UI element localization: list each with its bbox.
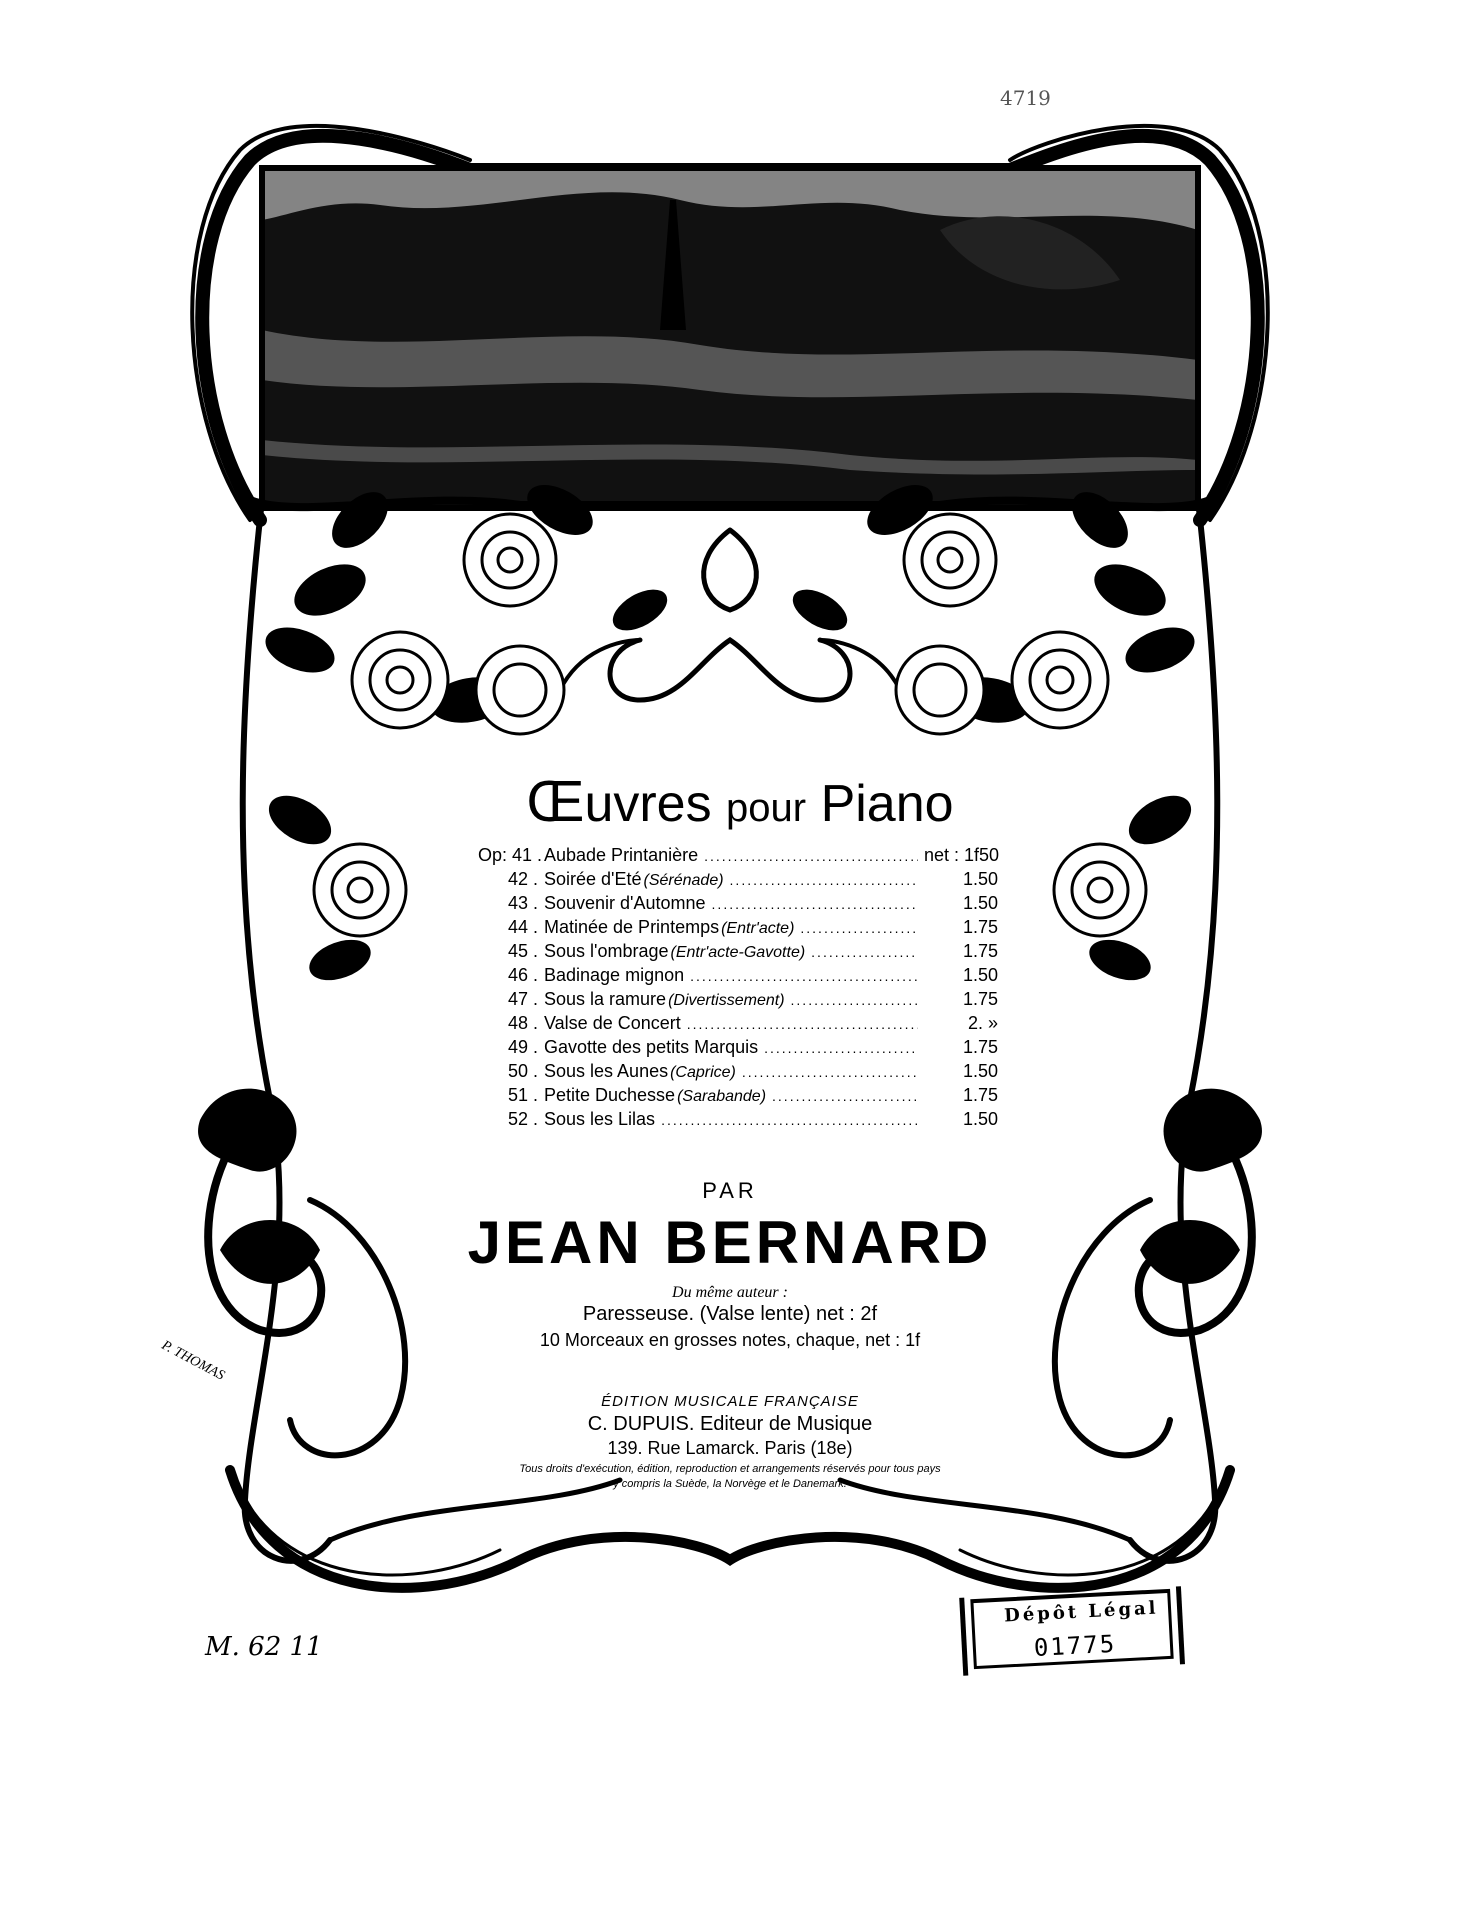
work-title: Sous la ramure <box>544 989 667 1009</box>
illustrator-signature: P. THOMAS <box>158 1338 227 1384</box>
work-subtitle: (Sérénade) <box>643 872 724 889</box>
work-title: Gavotte des petits Marquis <box>544 1037 759 1057</box>
work-title: Souvenir d'Automne <box>544 893 706 913</box>
leader-dots <box>704 844 918 868</box>
work-opus: 51 . <box>507 1085 538 1105</box>
other-work-1: Paresseuse. (Valse lente) net : 2f <box>582 1303 878 1325</box>
work-title: Valse de Concert <box>544 1013 681 1033</box>
work-opus: 45 . <box>507 941 538 961</box>
work-opus: 52 . <box>507 1109 538 1129</box>
work-row <box>478 1035 998 1059</box>
work-title: Matinée de Printemps <box>544 917 720 937</box>
leader-dots <box>712 892 918 916</box>
work-opus: 49 . <box>507 1037 538 1057</box>
leader-dots <box>764 1036 918 1060</box>
work-subtitle: (Entr'acte-Gavotte) <box>670 944 806 961</box>
work-opus: 46 . <box>507 965 538 985</box>
work-row <box>478 891 998 915</box>
rights-line-1: Tous droits d'exécution, édition, reproduction et arrangements réservés pour tous pays <box>519 1463 941 1475</box>
same-author-label: Du même auteur : <box>672 1284 788 1301</box>
work-title: Aubade Printanière <box>544 845 699 865</box>
work-price: 1.75 <box>962 917 998 937</box>
work-opus: 42 . <box>507 869 538 889</box>
work-row <box>478 1011 998 1035</box>
title-ligature: Œ <box>526 769 585 834</box>
publisher-name: C. DUPUIS. Editeur de Musique <box>587 1413 873 1435</box>
leader-dots <box>730 868 918 892</box>
work-subtitle: (Sarabande) <box>677 1088 767 1105</box>
leader-dots <box>742 1060 918 1084</box>
archive-mark: 4719 <box>1000 86 1051 110</box>
work-title: Sous l'ombrage <box>544 941 669 961</box>
page-title <box>440 768 1040 835</box>
work-row <box>478 987 998 1011</box>
work-opus: 44 . <box>507 917 538 937</box>
work-title: Sous les Lilas <box>544 1109 656 1129</box>
work-title: Badinage mignon <box>544 965 685 985</box>
leader-dots <box>661 1108 918 1132</box>
work-row <box>478 867 998 891</box>
rights-line-2: y compris la Suède, la Norvège et le Danemark. <box>613 1478 847 1490</box>
other-work-2: 10 Morceaux en grosses notes, chaque, net : 1f <box>539 1330 921 1350</box>
work-price: net : 1f50 <box>924 845 1000 865</box>
work-opus: 47 . <box>507 989 538 1009</box>
work-row <box>478 1059 998 1083</box>
title-instrument: Piano <box>820 775 954 833</box>
par-label: PAR <box>702 1178 758 1203</box>
leader-dots <box>811 940 918 964</box>
work-price: 1.50 <box>962 893 998 913</box>
work-title: Sous les Aunes <box>544 1061 669 1081</box>
work-price: 1.50 <box>962 1061 998 1081</box>
work-row <box>478 915 998 939</box>
leader-dots <box>791 988 918 1012</box>
work-price: 2. » <box>967 1013 998 1033</box>
call-number: M. 62 11 <box>205 1632 323 1662</box>
work-subtitle: (Divertissement) <box>668 992 785 1009</box>
leader-dots <box>687 1012 918 1036</box>
work-opus: 43 . <box>507 893 538 913</box>
work-price: 1.75 <box>962 941 998 961</box>
work-price: 1.75 <box>962 1037 998 1057</box>
work-price: 1.75 <box>962 989 998 1009</box>
work-subtitle: (Entr'acte) <box>721 920 795 937</box>
work-subtitle: (Caprice) <box>670 1064 736 1081</box>
work-title: Petite Duchesse <box>544 1085 676 1105</box>
stamp-line-1: Dépôt Légal <box>1003 1597 1160 1627</box>
work-opus: 48 . <box>507 1013 538 1033</box>
work-row <box>478 963 998 987</box>
legal-deposit-stamp <box>970 1589 1173 1669</box>
work-row <box>478 1083 998 1107</box>
leader-dots <box>772 1084 918 1108</box>
leader-dots <box>690 964 918 988</box>
work-price: 1.75 <box>962 1085 998 1105</box>
leader-dots <box>800 916 918 940</box>
works-list <box>478 843 998 1131</box>
edition-label: ÉDITION MUSICALE FRANÇAISE <box>601 1393 859 1410</box>
work-opus: 50 . <box>507 1061 538 1081</box>
stamp-line-2: 01775 <box>1033 1629 1117 1662</box>
work-price: 1.50 <box>962 965 998 985</box>
work-price: 1.50 <box>962 1109 998 1129</box>
composer-name: JEAN BERNARD <box>467 1209 993 1276</box>
work-row <box>478 1107 998 1131</box>
work-opus: Op: 41 . <box>478 845 543 865</box>
title-main: uvres <box>584 775 712 833</box>
work-row <box>478 843 998 867</box>
title-connector: pour <box>726 786 807 830</box>
publisher-address: 139. Rue Lamarck. Paris (18e) <box>607 1438 853 1458</box>
rights-notice <box>470 1462 990 1492</box>
work-price: 1.50 <box>962 869 998 889</box>
work-row <box>478 939 998 963</box>
work-title: Soirée d'Eté <box>544 869 642 889</box>
